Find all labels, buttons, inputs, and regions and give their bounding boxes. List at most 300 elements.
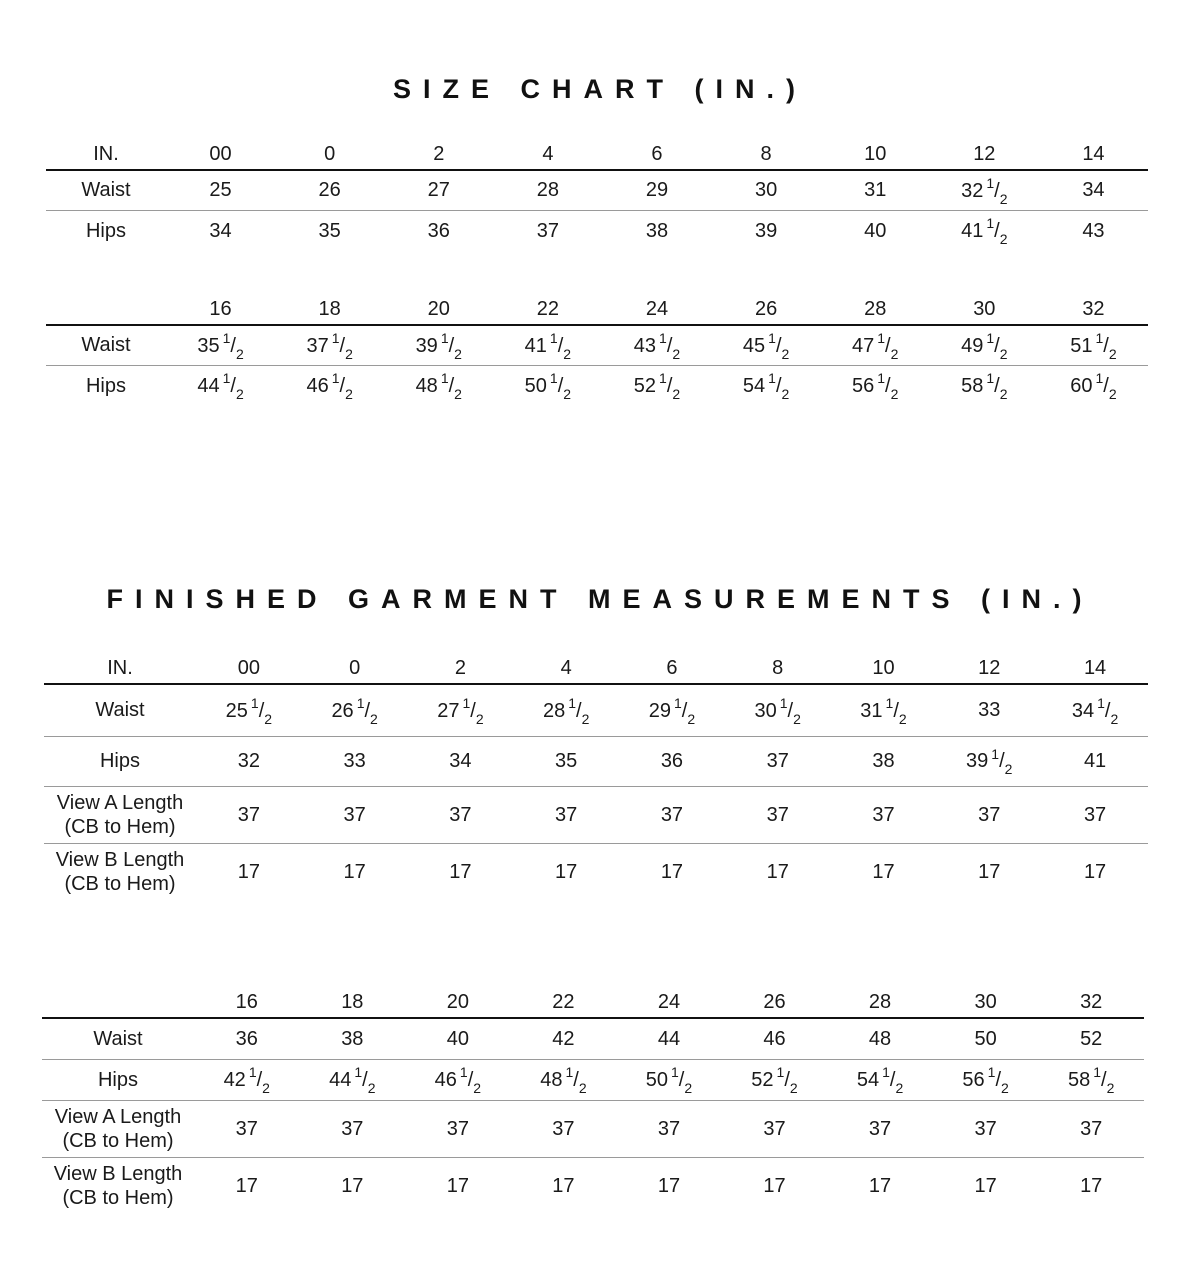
size-label: 16 <box>235 991 258 1013</box>
table-cell <box>302 786 408 843</box>
size-label: 0 <box>349 657 361 679</box>
cell-value <box>226 692 227 693</box>
table-cell <box>1039 365 1148 406</box>
cell-value: 29 <box>645 179 669 202</box>
table-cell <box>300 1018 406 1059</box>
table-cell <box>712 210 821 251</box>
size-label: 00 <box>237 657 260 679</box>
table-cell <box>513 736 619 786</box>
table-cell <box>384 325 493 365</box>
cell-value <box>197 367 198 368</box>
cell-value: 36 <box>427 219 450 242</box>
cell-value: 37 <box>872 803 895 826</box>
cell-value-fraction: 50 $^1/_2$ <box>524 370 572 403</box>
cell-value: 30 <box>754 179 778 202</box>
row-label-text: Waist <box>81 334 131 357</box>
size-header-row <box>46 291 1148 325</box>
cell-value: 43 <box>1082 219 1105 242</box>
cell-value: 17 <box>978 861 1001 884</box>
cell-value-fraction: 50 $^1/_2$ <box>645 1064 693 1096</box>
row-label-text: View A Length <box>54 1105 182 1128</box>
table-cell <box>616 1100 722 1157</box>
cell-value: 32 <box>237 750 260 772</box>
table-cell <box>384 365 493 406</box>
cell-value-fraction: 41 $^1/_2$ <box>961 215 1008 248</box>
table-cell <box>405 1100 511 1157</box>
size-chart-table-2 <box>46 291 1148 406</box>
cell-value: 17 <box>974 1175 997 1198</box>
cell-value-fraction: 58 $^1/_2$ <box>1067 1064 1115 1096</box>
cell-value <box>743 367 744 368</box>
cell-value: 37 <box>868 1117 892 1140</box>
table-row <box>42 1018 1144 1059</box>
table-cell <box>196 786 302 843</box>
table-cell <box>275 210 384 251</box>
cell-value: 38 <box>645 219 669 242</box>
size-header-row <box>46 136 1148 170</box>
size-label: 20 <box>446 991 469 1013</box>
row-label-text: Waist <box>93 1027 143 1050</box>
cell-value-fraction: 54 $^1/_2$ <box>742 370 790 403</box>
table-cell <box>511 1018 617 1059</box>
row-label <box>44 684 196 736</box>
table-cell <box>725 736 831 786</box>
cell-value <box>543 692 544 693</box>
cell-value: 34 <box>209 219 232 242</box>
cell-value: 37 <box>660 803 684 826</box>
size-label: 00 <box>209 143 232 165</box>
row-label-text: Hips <box>99 750 140 772</box>
cell-value-fraction: 46 $^1/_2$ <box>306 370 353 403</box>
cell-value: 50 <box>974 1027 997 1050</box>
table-cell <box>821 210 930 251</box>
size-label: 18 <box>341 991 364 1013</box>
table-cell <box>194 1018 300 1059</box>
table-cell <box>513 843 619 901</box>
cell-value: 39 <box>754 219 778 242</box>
table-cell <box>1039 170 1148 210</box>
size-label: 10 <box>872 657 895 679</box>
cell-value: 17 <box>449 861 472 884</box>
table-cell <box>936 843 1042 901</box>
cell-value: 33 <box>343 750 366 772</box>
table-cell <box>513 786 619 843</box>
table-cell <box>405 1059 511 1100</box>
size-label: 14 <box>1082 143 1105 165</box>
cell-value-fraction: 39 $^1/_2$ <box>415 329 462 362</box>
cell-value: 40 <box>864 219 887 242</box>
table-cell <box>936 736 1042 786</box>
size-label: 14 <box>1083 657 1107 679</box>
cell-value-fraction: 47 $^1/_2$ <box>852 329 899 362</box>
cell-value <box>1070 367 1071 368</box>
row-label <box>44 736 196 786</box>
table-cell <box>196 684 302 736</box>
cell-value <box>857 1061 858 1062</box>
finished-measurements-table-2 <box>42 985 1144 1215</box>
table-cell <box>930 170 1039 210</box>
cell-value <box>860 692 861 693</box>
table-cell <box>408 786 514 843</box>
size-label: 32 <box>1082 298 1105 320</box>
cell-value <box>966 743 967 744</box>
cell-value: 46 <box>763 1027 786 1050</box>
table-row <box>44 843 1148 901</box>
cell-value-fraction: 29 $^1/_2$ <box>648 694 696 727</box>
cell-value-fraction: 34 $^1/_2$ <box>1071 694 1119 727</box>
cell-value-fraction: 30 $^1/_2$ <box>754 694 801 727</box>
cell-value: 37 <box>343 803 366 826</box>
table-cell <box>936 786 1042 843</box>
header-label <box>46 291 166 325</box>
cell-value: 37 <box>552 1117 575 1140</box>
table-cell <box>619 843 725 901</box>
cell-value-fraction: 35 $^1/_2$ <box>197 329 244 362</box>
table-cell <box>405 1018 511 1059</box>
cell-value: 35 <box>555 750 578 772</box>
table-cell <box>725 786 831 843</box>
cell-value: 37 <box>766 750 789 772</box>
cell-value-fraction: 49 $^1/_2$ <box>961 329 1008 362</box>
cell-value-fraction: 42 $^1/_2$ <box>223 1064 270 1096</box>
cell-value: 34 <box>1082 179 1105 202</box>
row-label <box>42 1059 194 1100</box>
size-label: 2 <box>454 657 466 679</box>
cell-value-fraction: 44 $^1/_2$ <box>329 1064 376 1096</box>
table-cell <box>933 1018 1039 1059</box>
cell-value <box>961 172 962 173</box>
cell-value <box>1072 692 1073 693</box>
cell-value <box>961 367 962 368</box>
cell-value: 17 <box>341 1175 364 1198</box>
row-sublabel-text: (CB to Hem) <box>62 1129 174 1152</box>
cell-value: 17 <box>555 861 578 884</box>
cell-value: 48 <box>868 1027 892 1050</box>
row-label <box>42 1157 194 1215</box>
cell-value: 35 <box>318 219 341 242</box>
table-row <box>44 736 1148 786</box>
cell-value: 17 <box>766 861 789 884</box>
size-chart-table-1 <box>46 136 1148 251</box>
size-label: 6 <box>651 143 663 165</box>
cell-value <box>416 367 417 368</box>
cell-value-fraction: 31 $^1/_2$ <box>860 694 907 727</box>
cell-value <box>331 692 332 693</box>
cell-value: 27 <box>427 179 450 202</box>
cell-value <box>755 692 756 693</box>
cell-value <box>649 692 650 693</box>
cell-value: 40 <box>446 1027 469 1050</box>
cell-value <box>634 327 635 328</box>
row-label-text: Hips <box>85 374 126 397</box>
table-cell <box>166 210 275 251</box>
cell-value: 37 <box>235 1117 258 1140</box>
table-cell <box>408 843 514 901</box>
table-cell <box>405 1157 511 1215</box>
table-cell <box>196 843 302 901</box>
size-label: 10 <box>864 143 887 165</box>
table-cell <box>602 170 711 210</box>
table-row <box>42 1157 1144 1215</box>
table-cell <box>616 1018 722 1059</box>
row-label <box>44 786 196 843</box>
table-cell <box>619 786 725 843</box>
cell-value <box>525 367 526 368</box>
cell-value: 41 <box>1083 750 1107 772</box>
cell-value-fraction: 45 $^1/_2$ <box>742 329 790 362</box>
size-label: 28 <box>868 991 892 1013</box>
table-cell <box>722 1018 828 1059</box>
table-cell <box>194 1100 300 1157</box>
table-cell <box>166 170 275 210</box>
table-cell <box>1038 1018 1144 1059</box>
cell-value-fraction: 48 $^1/_2$ <box>540 1064 587 1096</box>
row-label-text: Hips <box>85 219 126 242</box>
table-cell <box>384 210 493 251</box>
table-cell <box>408 736 514 786</box>
table-cell <box>194 1059 300 1100</box>
table-cell <box>725 843 831 901</box>
cell-value <box>435 1061 436 1062</box>
cell-value: 37 <box>974 1117 997 1140</box>
size-label: 30 <box>973 298 996 320</box>
cell-value: 17 <box>235 1175 258 1198</box>
cell-value-fraction: 51 $^1/_2$ <box>1070 329 1117 362</box>
table-cell <box>602 210 711 251</box>
table-cell <box>619 684 725 736</box>
cell-value <box>1070 327 1071 328</box>
table-cell <box>302 684 408 736</box>
table-cell <box>933 1157 1039 1215</box>
table-cell <box>275 365 384 406</box>
table-cell <box>831 843 937 901</box>
row-sublabel-text: (CB to Hem) <box>64 815 176 838</box>
table-cell <box>196 736 302 786</box>
table-cell <box>1038 1100 1144 1157</box>
cell-value <box>1068 1061 1069 1062</box>
table-cell <box>1039 210 1148 251</box>
size-label: 4 <box>560 657 572 679</box>
cell-value <box>961 212 962 213</box>
cell-value: 28 <box>536 179 559 202</box>
finished-measurements-title: FINISHED GARMENT MEASUREMENTS (IN.) <box>106 584 1094 614</box>
size-label: 32 <box>1080 991 1103 1013</box>
cell-value: 26 <box>318 179 341 202</box>
table-cell <box>933 1059 1039 1100</box>
cell-value: 17 <box>660 861 684 884</box>
table-cell <box>1042 843 1148 901</box>
row-label <box>46 365 166 406</box>
cell-value <box>961 327 962 328</box>
table-row <box>44 786 1148 843</box>
cell-value-fraction: 46 $^1/_2$ <box>434 1064 482 1096</box>
cell-value: 36 <box>660 750 684 772</box>
table-cell <box>1038 1059 1144 1100</box>
cell-value <box>646 1061 647 1062</box>
cell-value: 37 <box>766 803 789 826</box>
cell-value: 37 <box>555 803 578 826</box>
row-label-text: View B Length <box>55 849 185 872</box>
table-cell <box>821 170 930 210</box>
cell-value-fraction: 60 $^1/_2$ <box>1070 370 1117 403</box>
table-row <box>44 684 1148 736</box>
cell-value <box>416 327 417 328</box>
size-label: 24 <box>645 298 669 320</box>
size-header-row <box>44 651 1148 684</box>
table-cell <box>166 365 275 406</box>
table-cell <box>302 843 408 901</box>
cell-value: 37 <box>446 1117 469 1140</box>
size-label: 16 <box>209 298 232 320</box>
cell-value <box>634 367 635 368</box>
table-row <box>46 170 1148 210</box>
row-label-text: Waist <box>81 179 131 202</box>
table-cell <box>827 1157 933 1215</box>
cell-value: 17 <box>657 1175 681 1198</box>
cell-value: 37 <box>237 803 260 826</box>
table-cell <box>722 1100 828 1157</box>
cell-value-fraction: 56 $^1/_2$ <box>852 370 899 403</box>
cell-value: 37 <box>536 219 559 242</box>
cell-value <box>224 1061 225 1062</box>
size-label: 12 <box>978 657 1001 679</box>
cell-value-fraction: 52 $^1/_2$ <box>751 1064 798 1096</box>
table-cell <box>275 170 384 210</box>
table-cell <box>511 1100 617 1157</box>
size-label: 6 <box>666 657 678 679</box>
cell-value-fraction: 43 $^1/_2$ <box>633 329 681 362</box>
row-label-text: View B Length <box>53 1163 183 1186</box>
row-sublabel-text: (CB to Hem) <box>64 873 176 896</box>
table-cell <box>300 1157 406 1215</box>
cell-value: 52 <box>1080 1027 1103 1050</box>
cell-value: 17 <box>872 861 895 884</box>
cell-value: 17 <box>237 861 260 884</box>
table-cell <box>493 210 602 251</box>
cell-value <box>743 327 744 328</box>
cell-value <box>306 327 307 328</box>
row-label-text: View A Length <box>56 791 184 814</box>
size-label: 22 <box>536 298 559 320</box>
table-cell <box>511 1157 617 1215</box>
cell-value-fraction: 27 $^1/_2$ <box>437 694 484 727</box>
size-header-row <box>42 985 1144 1018</box>
table-row <box>46 325 1148 365</box>
cell-value-fraction: 48 $^1/_2$ <box>415 370 462 403</box>
cell-value: 17 <box>1083 861 1107 884</box>
size-chart-title: SIZE CHART (IN.) <box>393 74 807 104</box>
table-cell <box>493 365 602 406</box>
cell-value <box>437 692 438 693</box>
size-label: 18 <box>318 298 341 320</box>
cell-value: 17 <box>552 1175 575 1198</box>
size-label: 26 <box>754 298 778 320</box>
size-label: 4 <box>542 143 554 165</box>
cell-value-fraction: 52 $^1/_2$ <box>633 370 681 403</box>
row-label-text: Hips <box>97 1068 138 1091</box>
cell-value: 37 <box>657 1117 681 1140</box>
finished-measurements-table-1 <box>44 651 1148 901</box>
table-cell <box>821 325 930 365</box>
table-row <box>46 365 1148 406</box>
table-cell <box>930 210 1039 251</box>
table-cell <box>831 786 937 843</box>
table-cell <box>827 1100 933 1157</box>
cell-value-fraction: 58 $^1/_2$ <box>961 370 1008 403</box>
size-label: 0 <box>324 143 336 165</box>
cell-value: 37 <box>449 803 472 826</box>
table-cell <box>831 736 937 786</box>
table-cell <box>827 1059 933 1100</box>
table-row <box>42 1100 1144 1157</box>
cell-value <box>852 367 853 368</box>
cell-value: 34 <box>449 750 472 772</box>
table-cell <box>712 325 821 365</box>
cell-value <box>329 1061 330 1062</box>
table-cell <box>602 325 711 365</box>
table-cell <box>712 170 821 210</box>
row-sublabel-text: (CB to Hem) <box>62 1187 174 1210</box>
cell-value <box>197 327 198 328</box>
cell-value: 17 <box>763 1175 786 1198</box>
cell-value-fraction: 56 $^1/_2$ <box>962 1064 1009 1096</box>
table-row <box>46 210 1148 251</box>
table-cell <box>722 1157 828 1215</box>
header-label: IN. <box>107 657 133 679</box>
cell-value <box>540 1061 541 1062</box>
table-cell <box>936 684 1042 736</box>
header-label <box>42 985 194 1018</box>
table-cell <box>725 684 831 736</box>
table-cell <box>1042 786 1148 843</box>
cell-value <box>852 327 853 328</box>
table-cell <box>616 1157 722 1215</box>
table-cell <box>513 684 619 736</box>
row-label-text: Waist <box>95 699 145 722</box>
cell-value-fraction: 32 $^1/_2$ <box>961 174 1008 207</box>
table-cell <box>930 325 1039 365</box>
table-cell <box>300 1059 406 1100</box>
cell-value: 31 <box>864 179 887 202</box>
cell-value <box>525 327 526 328</box>
table-cell <box>616 1059 722 1100</box>
table-cell <box>275 325 384 365</box>
size-label: 28 <box>864 298 887 320</box>
row-label <box>42 1100 194 1157</box>
table-cell <box>722 1059 828 1100</box>
cell-value: 37 <box>1083 803 1107 826</box>
size-label: 30 <box>974 991 997 1013</box>
table-cell <box>511 1059 617 1100</box>
cell-value-fraction: 44 $^1/_2$ <box>197 370 244 403</box>
table-cell <box>194 1157 300 1215</box>
cell-value: 17 <box>343 861 366 884</box>
cell-value: 17 <box>446 1175 469 1198</box>
cell-value: 17 <box>868 1175 892 1198</box>
row-label <box>42 1018 194 1059</box>
cell-value-fraction: 37 $^1/_2$ <box>306 329 353 362</box>
table-cell <box>302 736 408 786</box>
cell-value-fraction: 54 $^1/_2$ <box>856 1064 904 1096</box>
table-cell <box>493 170 602 210</box>
size-label: 8 <box>760 143 772 165</box>
cell-value: 17 <box>1080 1175 1103 1198</box>
table-cell <box>1042 736 1148 786</box>
cell-value: 44 <box>657 1027 681 1050</box>
table-cell <box>933 1100 1039 1157</box>
header-label: IN. <box>93 143 119 165</box>
cell-value-fraction: 41 $^1/_2$ <box>524 329 572 362</box>
